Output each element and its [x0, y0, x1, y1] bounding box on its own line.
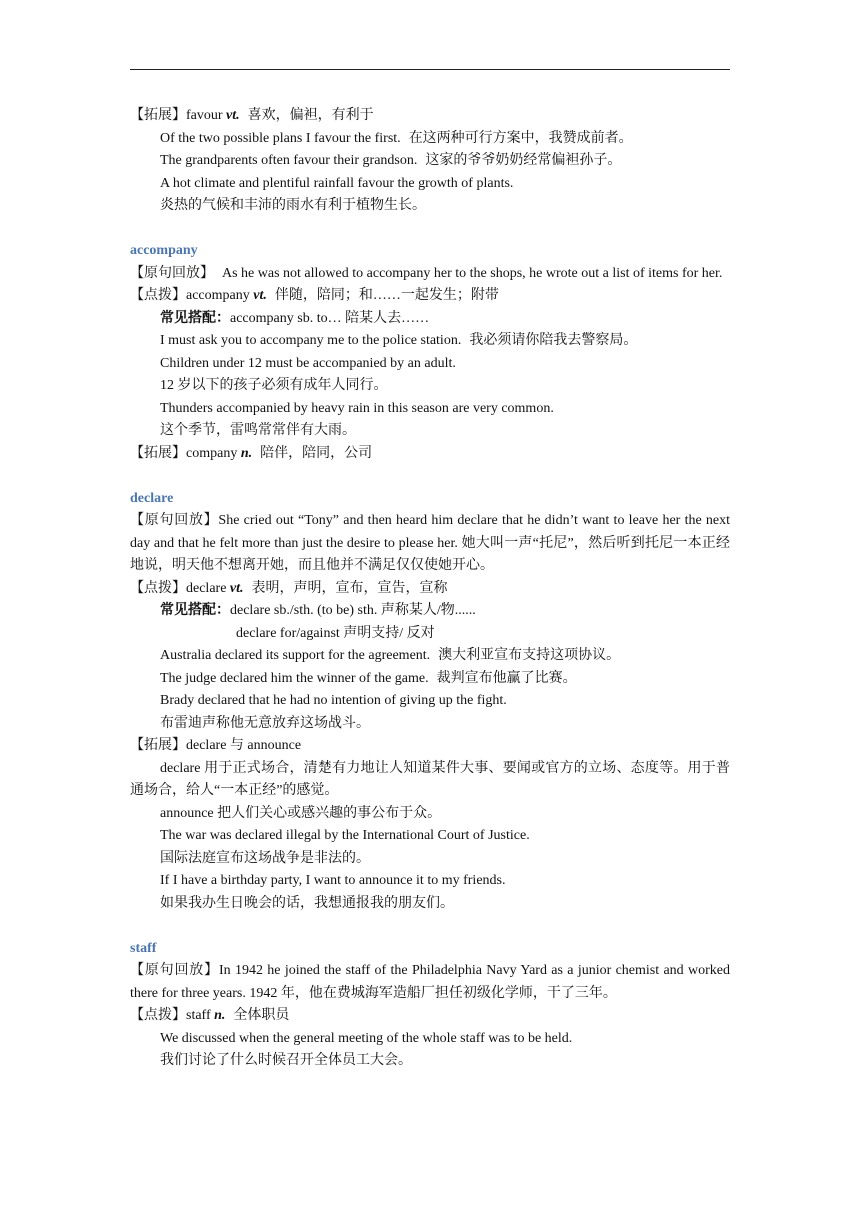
extension-declare: declare 用于正式场合，清楚有力地让人知道某件大事、要闻或官方的立场、态度等。用于普通场合，给人“一本正经”的感觉。 — [130, 760, 730, 798]
example-translation: 国际法庭宣布这场战争是非法的。 — [160, 850, 370, 866]
tip — [130, 285, 730, 308]
example-en: The judge declared him the winner of the game. — [160, 670, 429, 686]
original-text: She cried out “Tony” and then heard him declare that he didn’t want to leave her the next day and that he felt more than just the desire to please her. 她大叫一声“托尼”，然后听到托尼一本正经地说，明天他不想离开她，而且他并不满足仅仅使她开心。 — [130, 513, 731, 573]
collocation — [130, 600, 730, 623]
example-sentence — [130, 330, 730, 353]
example-translation: 布雷迪声称他无意放弃这场战斗。 — [160, 715, 370, 731]
word: staff — [186, 1008, 211, 1023]
example-sentence — [130, 128, 730, 151]
collocation-label: 常见搭配： — [160, 603, 230, 618]
meaning: 喜欢，偏袒，有利于 — [247, 108, 374, 123]
example-translation: 如果我办生日晚会的话，我想通报我的朋友们。 — [160, 895, 454, 911]
word: declare — [186, 580, 227, 596]
example-cn: 裁判宣布他赢了比赛。 — [436, 670, 577, 686]
extension-announce: announce 把人们关心或感兴趣的事公布于众。 — [160, 805, 442, 821]
example-translation: 12 岁以下的孩子必须有成年人同行。 — [160, 378, 388, 393]
example-sentence: We discussed when the general meeting of the whole staff was to be held. — [160, 1030, 573, 1046]
example-sentence: Children under 12 must be accompanied by an adult. — [160, 355, 456, 371]
extension — [130, 443, 730, 466]
section-label: 【点拨】 — [130, 288, 186, 303]
example-cn: 我必须请你陪我去警察局。 — [469, 333, 638, 348]
example-sentence: The war was declared illegal by the International Court of Justice. — [160, 828, 530, 843]
section-label: 【拓展】 — [130, 108, 186, 123]
word-heading-staff: staff — [130, 940, 157, 956]
meaning: 陪伴，陪同，公司 — [260, 445, 373, 461]
original-sentence — [130, 960, 730, 1005]
tip — [130, 1005, 730, 1028]
collocation-label: 常见搭配： — [160, 310, 230, 326]
example-sentence — [130, 150, 730, 173]
collocation-text: declare sb./sth. (to be) sth. 声称某人/物...... — [230, 603, 476, 618]
word-heading-declare: declare — [130, 490, 174, 506]
example-sentence — [130, 645, 730, 668]
header-rule — [130, 69, 730, 70]
original-text: In 1942 he joined the staff of the Philadelphia Navy Yard as a junior chemist and worked there for three years. 1942 年，他在费城海军造船厂担任初级化学师，干了三年。 — [130, 963, 730, 1001]
example-sentence: Thunders accompanied by heavy rain in this season are very common. — [160, 400, 554, 416]
word: company — [186, 445, 238, 461]
example-sentence: A hot climate and plentiful rainfall favour the growth of plants. — [160, 175, 514, 191]
part-of-speech: n. — [214, 1008, 226, 1023]
example-cn: 在这两种可行方案中，我赞成前者。 — [408, 130, 633, 146]
section-label: 【拓展】 — [130, 445, 186, 461]
part-of-speech: vt. — [226, 108, 240, 123]
word-heading-accompany: accompany — [130, 243, 198, 258]
meaning: 表明，声明，宣布，宣告，宣称 — [251, 580, 448, 596]
part-of-speech: n. — [240, 445, 253, 461]
collocation — [130, 308, 730, 331]
collocation-text: accompany sb. to… 陪某人去…… — [230, 310, 430, 326]
original-sentence — [130, 510, 730, 578]
example-cn: 澳大利亚宣布支持这项协议。 — [438, 648, 621, 663]
example-en: Australia declared its support for the agreement. — [160, 648, 431, 663]
example-sentence: Brady declared that he had no intention of giving up the fight. — [160, 693, 507, 708]
document-body — [130, 105, 730, 1073]
original-sentence — [130, 263, 730, 286]
extension-title: declare 与 announce — [186, 738, 302, 753]
example-translation: 这个季节，雷鸣常常伴有大雨。 — [160, 423, 356, 438]
extension — [130, 735, 730, 758]
example-en: Of the two possible plans I favour the first. — [160, 130, 401, 146]
example-translation: 炎热的气候和丰沛的雨水有利于植物生长。 — [160, 198, 426, 213]
example-sentence — [130, 668, 730, 691]
section-label: 【原句回放】 — [130, 963, 219, 978]
example-sentence: If I have a birthday party, I want to announce it to my friends. — [160, 873, 506, 888]
part-of-speech: vt. — [253, 288, 267, 303]
meaning: 伴随，陪同；和……一起发生；附带 — [274, 288, 499, 303]
part-of-speech: vt. — [229, 580, 244, 596]
section-label: 【拓展】 — [130, 738, 186, 753]
word: favour — [186, 108, 223, 123]
example-en: The grandparents often favour their grandson. — [160, 153, 418, 168]
example-translation: 我们讨论了什么时候召开全体员工大会。 — [160, 1053, 412, 1068]
section-label: 【原句回放】 — [130, 513, 219, 528]
meaning: 全体职员 — [233, 1008, 290, 1023]
word: accompany — [186, 288, 250, 303]
collocation-text: declare for/against 声明支持/ 反对 — [236, 625, 435, 641]
section-label: 【原句回放】 — [130, 265, 214, 281]
example-en: I must ask you to accompany me to the police station. — [160, 333, 462, 348]
tip — [130, 578, 730, 601]
example-cn: 这家的爷爷奶奶经常偏袒孙子。 — [425, 153, 622, 168]
section-label: 【点拨】 — [130, 580, 186, 596]
favour-extension — [130, 105, 730, 128]
original-text: As he was not allowed to accompany her to the shops, he wrote out a list of items for her. — [222, 265, 723, 281]
section-label: 【点拨】 — [130, 1008, 186, 1023]
